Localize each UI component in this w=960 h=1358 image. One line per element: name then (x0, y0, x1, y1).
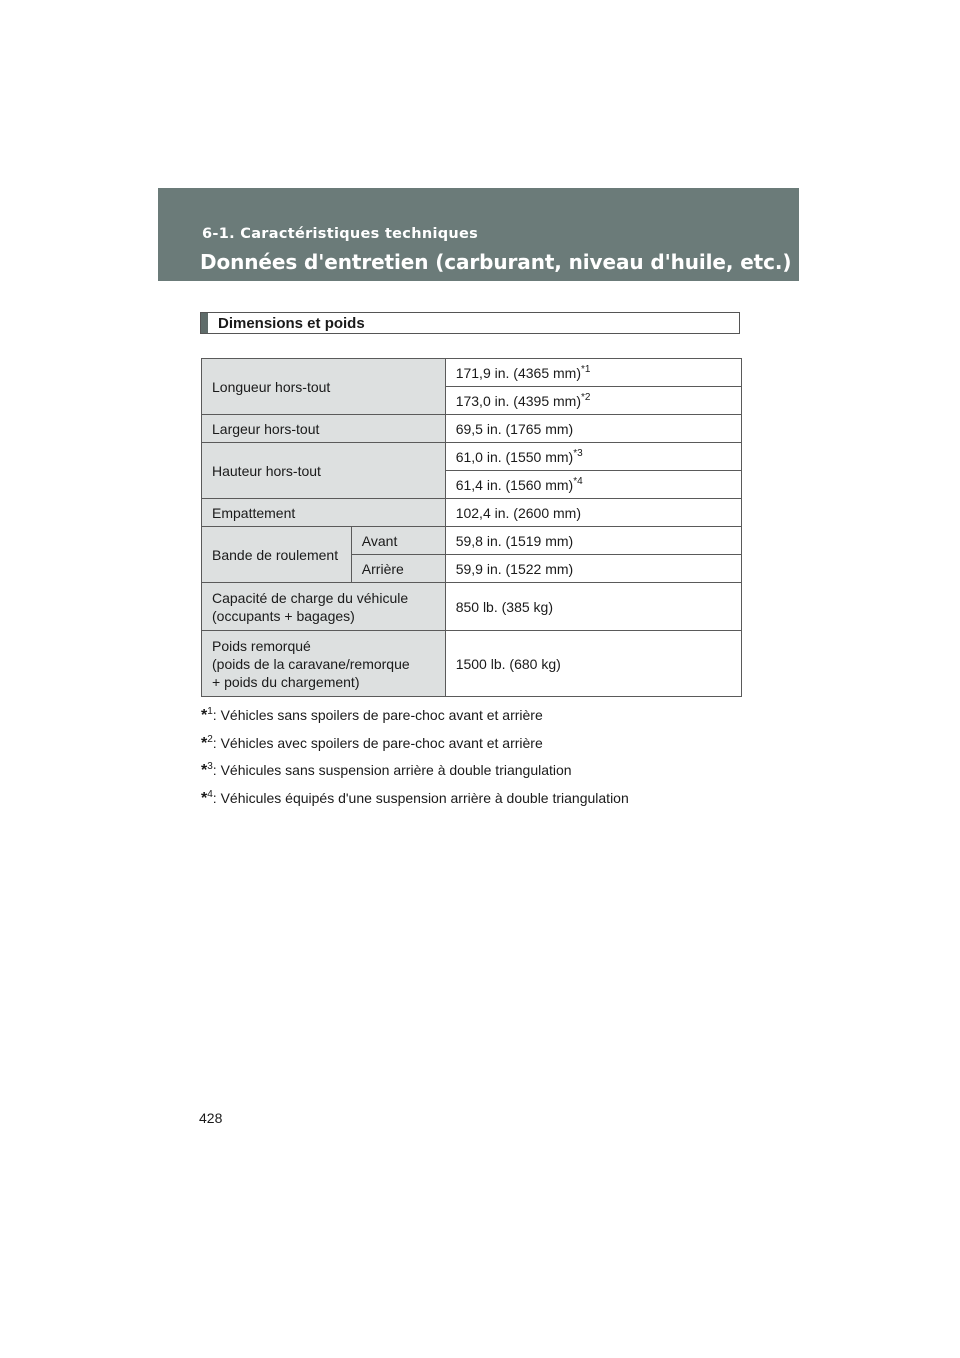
table-row (202, 415, 742, 443)
cell-value: 171,9 in. (4365 mm)$^{*1}$ (445, 359, 741, 387)
table-row (202, 499, 742, 527)
cell-value: 59,9 in. (1522 mm) (445, 555, 741, 583)
table-row (202, 583, 742, 631)
row-label: Hauteur hors-tout (202, 443, 446, 499)
row-label: Longueur hors-tout (202, 359, 446, 415)
cell-value: 102,4 in. (2600 mm) (445, 499, 741, 527)
subsection-marker (201, 313, 208, 333)
dimensions-table (201, 358, 742, 697)
footnote: *$^3$: Véhicules sans suspension arrière à double triangulation (201, 761, 572, 779)
row-label: Capacité de charge du véhicule (occupants + bagages) (202, 583, 446, 631)
row-label: Poids remorqué (poids de la caravane/remorque + poids du chargement) (202, 631, 446, 697)
sub-label: Avant (351, 527, 445, 555)
footnote: *$^4$: Véhicules équipés d'une suspension arrière à double triangulation (201, 788, 629, 807)
chapter-header (158, 188, 799, 281)
page-number: 428 (199, 1110, 223, 1126)
cell-value: 173,0 in. (4395 mm)$^{*2}$ (445, 387, 741, 415)
section-label: 6-1. Caractéristiques techniques (202, 226, 479, 242)
cell-value: 850 lb. (385 kg) (445, 583, 741, 631)
table-row (202, 359, 742, 387)
cell-value: 61,4 in. (1560 mm)$^{*4}$ (445, 471, 741, 499)
cell-value: 61,0 in. (1550 mm)$^{*3}$ (445, 443, 741, 471)
table-row (202, 631, 742, 697)
footnotes (201, 706, 629, 816)
footnote: *$^2$: Véhicles avec spoilers de pare-choc avant et arrière (201, 733, 543, 752)
row-label: Largeur hors-tout (202, 415, 446, 443)
footnote: *$^1$: Véhicles sans spoilers de pare-choc avant et arrière (201, 706, 543, 724)
cell-value: 59,8 in. (1519 mm) (445, 527, 741, 555)
subsection-title: Dimensions et poids (218, 315, 365, 332)
page-title: Données d'entretien (carburant, niveau d'huile, etc.) (200, 250, 792, 274)
row-label: Empattement (202, 499, 446, 527)
table-row (202, 527, 742, 555)
cell-value: 69,5 in. (1765 mm) (445, 415, 741, 443)
row-label: Bande de roulement (202, 527, 352, 583)
sub-label: Arrière (351, 555, 445, 583)
subsection-heading (200, 312, 740, 334)
table-row (202, 443, 742, 471)
cell-value: 1500 lb. (680 kg) (445, 631, 741, 697)
